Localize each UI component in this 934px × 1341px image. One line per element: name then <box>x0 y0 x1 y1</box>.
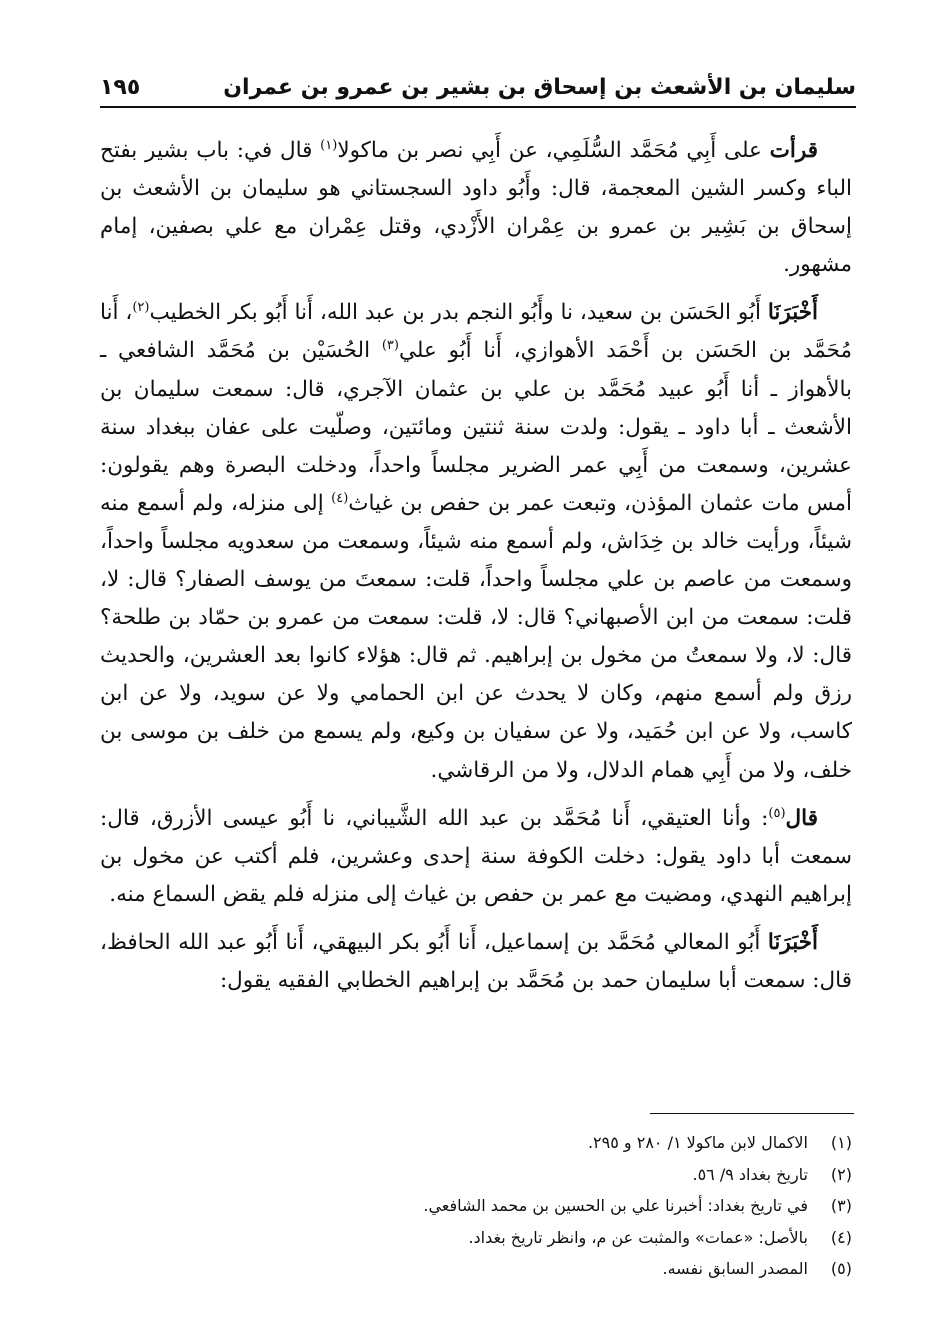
footnote-number: (٥) <box>830 1259 852 1278</box>
paragraph-2 <box>100 294 852 789</box>
paragraph-text: قال في: باب بشير بفتح الباء وكسر الشين المعجمة، قال: وأَبُو داود السجستاني هو سليمان بن الأشعث بن إسحاق بن بَشِير بن عمرو بن عِمْران الأَزْدي، وقتل عِمْران مع علي بصفين، إمام مشهور. <box>100 138 852 278</box>
footnote-ref-4[interactable]: (٤) <box>331 490 349 506</box>
footnote-text: بالأصل: «عمات» والمثبت عن م، وانظر تاريخ بغداد. <box>468 1227 808 1247</box>
paragraph-text: ، أَنا مُحَمَّد بن الحَسَن بن أَحْمَد الأهوازي، أَنا أَبُو علي <box>100 300 852 364</box>
paragraph-lead: أَخْبَرَنَا <box>767 929 818 955</box>
footnote-ref-3[interactable]: (٣) <box>381 338 399 354</box>
header-title: سليمان بن الأشعث بن إسحاق بن بشير بن عمرو بن عمران <box>223 74 856 100</box>
paragraph-lead: قرأت <box>769 138 818 163</box>
paragraph-text: الحُسَيْن بن مُحَمَّد الشافعي ـ بالأهواز ـ أنا أَبُو عبيد مُحَمَّد بن علي بن عثمان الآجري، قال: سمعت سليمان بن الأشعث ـ أبا داود ـ يقول: ولدت سنة ثنتين ومائتين، وصلّيت على عفان ببغداد سنة عشرين، وسمعت من أَبِي عمر الضرير مجلساً واحداً، ودخلت البصرة وهم يقولون: أمس مات عثمان المؤذن، وتبعت عمر بن حفص بن غياث <box>100 338 852 516</box>
paragraph-text: أَبُو المعالي مُحَمَّد بن إسماعيل، أَنا أَبُو بكر البيهقي، أَنا أَبُو عبد الله الحافظ، قال: سمعت أبا سليمان حمد بن مُحَمَّد بن إبراهيم الخطابي الفقيه يقول: <box>100 929 852 993</box>
paragraph-text: على أَبِي مُحَمَّد السُّلَمِي، عن أَبِي نصر بن ماكولا <box>337 138 770 163</box>
footnote-ref-1[interactable]: (١) <box>320 137 338 153</box>
paragraph-4 <box>100 924 852 1000</box>
footnote-item <box>300 1222 852 1254</box>
footnote-divider <box>650 1113 854 1114</box>
footnotes <box>300 1127 852 1285</box>
footnote-text: تاريخ بغداد ٩/ ٥٦. <box>692 1164 808 1184</box>
footnote-item <box>300 1159 852 1191</box>
paragraph-3 <box>100 800 852 914</box>
footnote-number: (١) <box>830 1133 852 1152</box>
footnote-number: (٢) <box>830 1164 852 1184</box>
footnote-text: المصدر السابق نفسه. <box>662 1259 808 1278</box>
footnote-number: (٣) <box>830 1196 852 1215</box>
running-header <box>100 70 856 104</box>
footnote-ref-2[interactable]: (٢) <box>132 300 150 316</box>
footnote-item <box>300 1127 852 1159</box>
footnote-text: في تاريخ بغداد: أخبرنا علي بن الحسين بن محمد الشافعي. <box>423 1196 808 1215</box>
footnote-ref-5[interactable]: (٥) <box>768 805 786 821</box>
footnote-item <box>300 1253 852 1285</box>
paragraph-text: أَبُو الحَسَن بن سعيد، نا وأَبُو النجم بدر بن عبد الله، أَنا أَبُو بكر الخطيب <box>149 300 768 326</box>
paragraph-lead: أَخْبَرَنَا <box>767 300 818 326</box>
page-number: ١٩٥ <box>100 74 141 100</box>
main-text <box>100 132 852 1010</box>
paragraph-text: : وأنا العتيقي، أَنا مُحَمَّد بن عبد الله الشَّيباني، نا أَبُو عيسى الأزرق، قال: سمعت أبا داود يقول: دخلت الكوفة سنة إحدى وعشرين، فلم أكتب عن مخول بن إبراهيم النهدي، ومضيت مع عمر بن حفص بن غياث إلى منزله فلم يقض السماع منه. <box>100 805 852 907</box>
paragraph-text: إلى منزله، ولم أسمع منه شيئاً، ورأيت خالد بن خِدَاش، ولم أسمع منه شيئاً، وسمعت من سعدويه مجلساً واحداً، وسمعت من عاصم بن علي مجلساً واحداً، قلت: سمعتَ من يوسف الصفار؟ قال: لا، قلت: سمعت من ابن الأصبهاني؟ قال: لا، قلت: سمعت من عمرو بن حمّاد بن طلحة؟ قال: لا، ولا سمعتُ من مخول بن إبراهيم. ثم قال: هؤلاء كانوا بعد العشرين، والحديث رزق ولم أسمع منهم، وكان لا يحدث عن ابن الحمامي ولا عن سويد، ولا عن ابن كاسب، ولا عن ابن حُمَيد، ولا عن سفيان بن وكيع، ولم يسمع من خلف بن موسى بن خلف، ولا من أَبِي همام الدلال، ولا من الرقاشي. <box>100 490 852 783</box>
footnote-item <box>300 1190 852 1222</box>
footnote-number: (٤) <box>830 1227 852 1247</box>
paragraph-1 <box>100 132 852 284</box>
footnote-text: الاكمال لابن ماكولا ١/ ٢٨٠ و ٢٩٥. <box>587 1133 808 1152</box>
paragraph-lead: قال <box>785 805 818 831</box>
header-divider <box>100 106 856 108</box>
